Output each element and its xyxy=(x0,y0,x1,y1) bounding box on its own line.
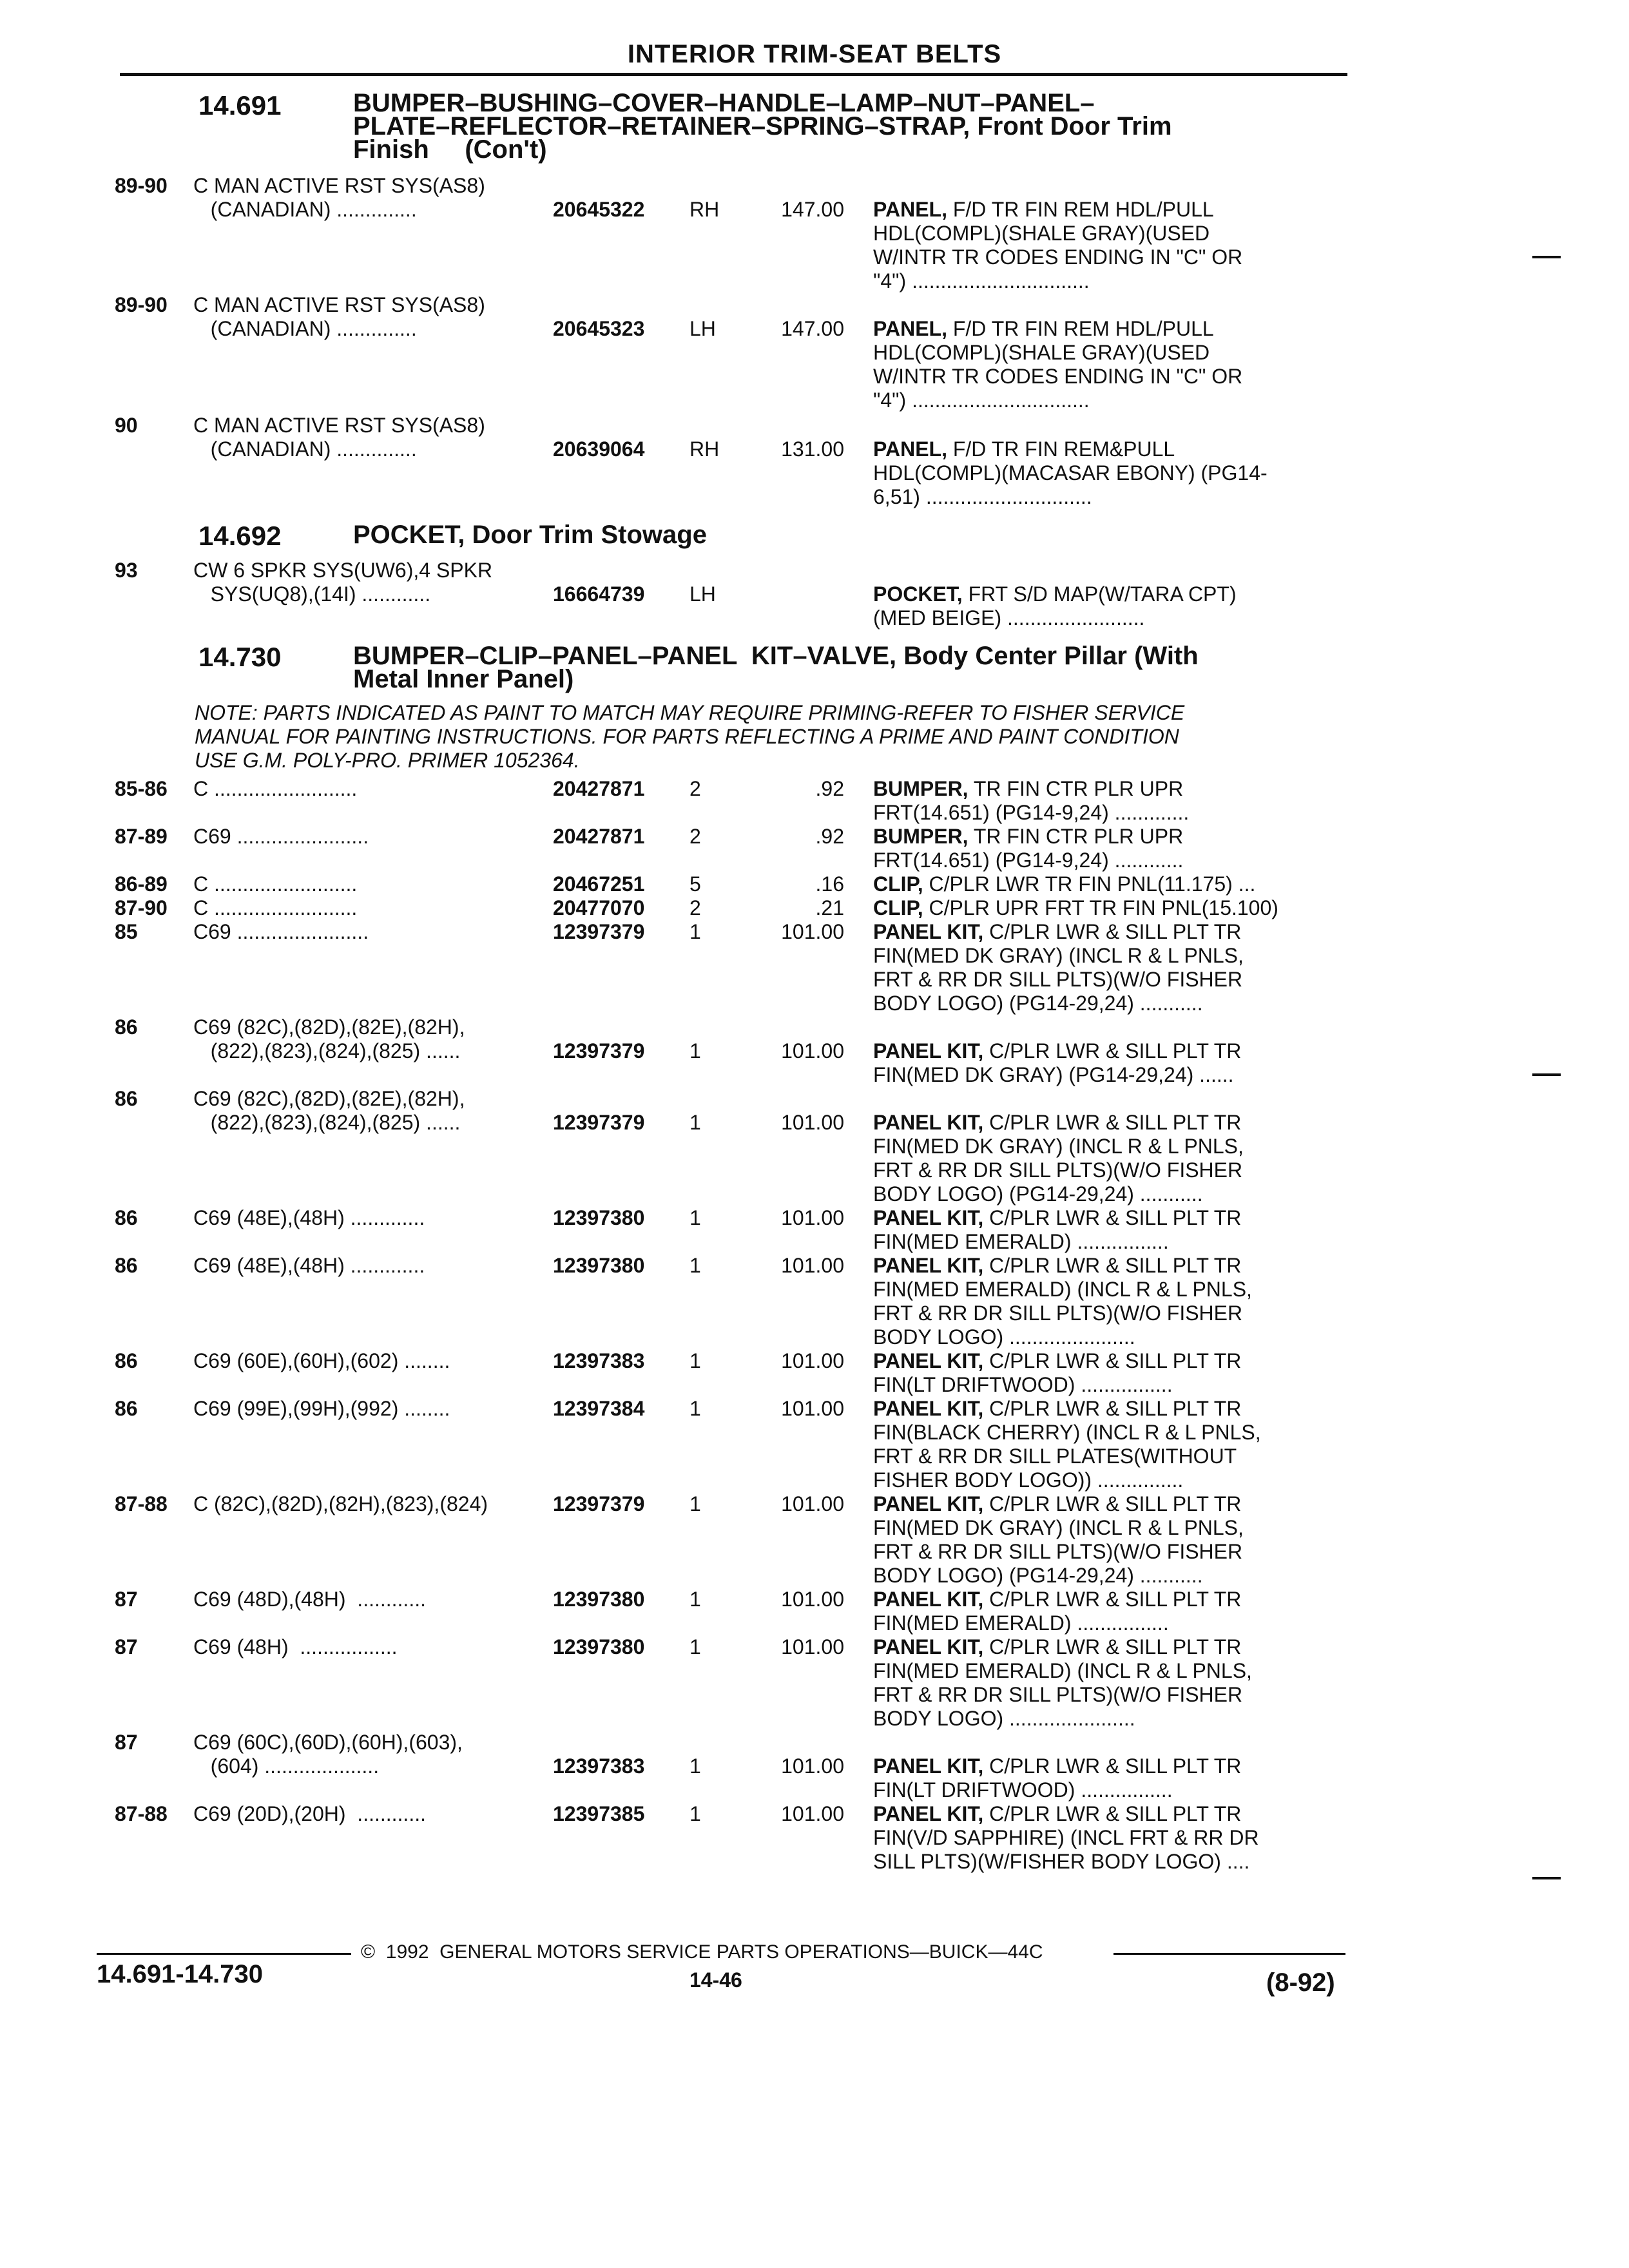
entry-part-number: 16664739 xyxy=(553,582,645,606)
entry-part-number: 20639064 xyxy=(553,437,645,461)
revision-mark xyxy=(1532,1073,1561,1076)
section-title-line: POCKET, Door Trim Stowage xyxy=(353,521,707,549)
entry-qty: 1 xyxy=(689,1635,701,1658)
entry-price: 101.00 xyxy=(781,1492,844,1515)
entry-desc-rest: F/D TR FIN REM HDL/PULL HDL(COMPL)(SHALE GRAY)(USED W/INTR TR CODES ENDING IN "C" OR "4") ............................... xyxy=(873,317,1243,412)
entry-qty: LH xyxy=(689,582,716,606)
entry-model: C MAN ACTIVE RST SYS(AS8) (CANADIAN) .............. xyxy=(193,414,485,461)
entry-description xyxy=(873,317,1242,412)
entry-qty: 1 xyxy=(689,1111,701,1134)
entry-part-number: 20467251 xyxy=(553,872,645,896)
entry-desc-rest: PANEL KIT, C/PLR LWR & SILL PLT TR FIN(MED DK GRAY) (PG14-29,24) ...... xyxy=(873,1039,1242,1086)
entry-qty: 1 xyxy=(689,1754,701,1778)
entry-description xyxy=(873,1015,1241,1087)
entry-price: 101.00 xyxy=(781,1802,844,1825)
section-title-line: PLATE–REFLECTOR–RETAINER–SPRING–STRAP, Front Door Trim xyxy=(353,112,1172,140)
entry-years: 85-86 xyxy=(115,777,168,800)
note-line: USE G.M. POLY-PRO. PRIMER 1052364. xyxy=(195,749,580,772)
entry-part-number: 12397380 xyxy=(553,1635,645,1658)
entry-model: C69 (48D),(48H) ............ xyxy=(193,1588,426,1611)
entry-qty: 1 xyxy=(689,1492,701,1515)
entry-price: 101.00 xyxy=(781,1397,844,1420)
entry-model: C69 ....................... xyxy=(193,920,369,943)
footer-rule-left xyxy=(97,1953,351,1955)
entry-desc-rest: C/PLR LWR & SILL PLT TR FIN(V/D SAPPHIRE) (INCL FRT & RR DR SILL PLTS)(W/FISHER BODY LOGO) .... xyxy=(873,1802,1259,1873)
entry-desc-name: PANEL, xyxy=(873,437,947,461)
entry-price: 101.00 xyxy=(781,1349,844,1372)
entry-price: 101.00 xyxy=(781,1635,844,1658)
entry-description xyxy=(873,1635,1252,1731)
entry-desc-rest: C/PLR LWR & SILL PLT TR FIN(MED EMERALD) (INCL R & L PNLS, FRT & RR DR SILL PLTS)(W/O FISHER BODY LOGO) ...................... xyxy=(873,1635,1252,1730)
entry-description xyxy=(873,1087,1244,1206)
section-title-14-691 xyxy=(353,89,1172,164)
entry-desc-rest: TR FIN CTR PLR UPR FRT(14.651) (PG14-9,24) ............ xyxy=(873,825,1184,872)
page-header-title: INTERIOR TRIM-SEAT BELTS xyxy=(627,40,1002,68)
revision-mark xyxy=(1532,1877,1561,1879)
entry-model: CW 6 SPKR SYS(UW6),4 SPKR SYS(UQ8),(14I) ............ xyxy=(193,559,493,606)
entry-description xyxy=(873,437,1268,509)
entry-desc-rest: C/PLR LWR & SILL PLT TR FIN(MED DK GRAY) (INCL R & L PNLS, FRT & RR DR SILL PLTS)(W/O FISHER BODY LOGO) (PG14-29,24) ........... xyxy=(873,920,1244,1015)
entry-qty: 1 xyxy=(689,1039,701,1062)
entry-price: 101.00 xyxy=(781,1588,844,1611)
section-title-line: BUMPER–BUSHING–COVER–HANDLE–LAMP–NUT–PANEL– xyxy=(353,89,1095,117)
entry-years: 87 xyxy=(115,1588,138,1611)
entry-part-number: 12397379 xyxy=(553,1039,645,1062)
entry-part-number: 12397383 xyxy=(553,1754,645,1778)
entry-years: 87 xyxy=(115,1731,138,1754)
entry-desc-rest: PANEL KIT, C/PLR LWR & SILL PLT TR FIN(MED DK GRAY) (INCL R & L PNLS, FRT & RR DR SILL PLTS)(W/O FISHER BODY LOGO) (PG14-29,24) ........... xyxy=(873,1111,1244,1206)
entry-desc-name: PANEL KIT, xyxy=(873,1349,984,1372)
entry-model: C ......................... xyxy=(193,777,358,800)
entry-model: C69 (60C),(60D),(60H),(603), (604) .................... xyxy=(193,1731,463,1778)
entry-years: 87-88 xyxy=(115,1802,168,1825)
entry-price: .16 xyxy=(815,872,844,896)
entry-description xyxy=(873,582,1237,630)
entry-desc-name: CLIP, xyxy=(873,872,923,896)
entry-desc-rest: C/PLR LWR & SILL PLT TR FIN(LT DRIFTWOOD) ................ xyxy=(873,1349,1242,1396)
entry-part-number: 12397380 xyxy=(553,1254,645,1277)
entry-part-number: 12397385 xyxy=(553,1802,645,1825)
entry-model: C69 (82C),(82D),(82E),(82H), (822),(823),(824),(825) ...... xyxy=(193,1087,465,1134)
entry-desc-name: PANEL KIT, xyxy=(873,1397,984,1420)
entry-desc-rest: TR FIN CTR PLR UPR FRT(14.651) (PG14-9,24) ............. xyxy=(873,777,1190,824)
entry-desc-name: BUMPER, xyxy=(873,825,969,848)
entry-years: 86 xyxy=(115,1349,138,1372)
entry-description xyxy=(873,825,1183,872)
entry-description xyxy=(873,1397,1261,1492)
entry-desc-name: POCKET, xyxy=(873,582,963,606)
entry-desc-rest: C/PLR UPR FRT TR FIN PNL(15.100) xyxy=(923,896,1278,919)
entry-price: .92 xyxy=(815,825,844,848)
entry-years: 90 xyxy=(115,414,138,437)
entry-qty: 1 xyxy=(689,1802,701,1825)
section-title-line: Finish (Con't) xyxy=(353,135,547,164)
entry-qty: 1 xyxy=(689,1206,701,1229)
entry-desc-rest: C/PLR LWR & SILL PLT TR FIN(MED EMERALD) ................ xyxy=(873,1206,1242,1253)
entry-part-number: 12397379 xyxy=(553,920,645,943)
entry-part-number: 20645323 xyxy=(553,317,645,340)
entry-qty: RH xyxy=(689,198,720,221)
entry-description xyxy=(873,777,1189,825)
entry-years: 86 xyxy=(115,1254,138,1277)
entry-desc-name: BUMPER, xyxy=(873,777,969,800)
section-title-line: Metal Inner Panel) xyxy=(353,665,574,693)
entry-years: 87-88 xyxy=(115,1492,168,1515)
entry-model: C ......................... xyxy=(193,896,358,919)
entry-description xyxy=(873,920,1244,1015)
entry-years: 89-90 xyxy=(115,174,168,197)
revision-mark xyxy=(1532,256,1561,258)
entry-years: 86 xyxy=(115,1015,138,1039)
entry-description xyxy=(873,1206,1241,1254)
entry-price: 101.00 xyxy=(781,920,844,943)
entry-years: 93 xyxy=(115,559,138,582)
entry-desc-rest: C/PLR LWR & SILL PLT TR FIN(BLACK CHERRY) (INCL R & L PNLS, FRT & RR DR SILL PLATES(WITHOUT FISHER BODY LOGO)) ............... xyxy=(873,1397,1261,1492)
entry-desc-rest: PANEL KIT, C/PLR LWR & SILL PLT TR FIN(LT DRIFTWOOD) ................ xyxy=(873,1754,1242,1802)
entry-years: 87-90 xyxy=(115,896,168,919)
entry-years: 87-89 xyxy=(115,825,168,848)
footer-date-code: (8-92) xyxy=(1266,1968,1335,1997)
footer-rule-right xyxy=(1113,1953,1345,1955)
section-title-line: BUMPER–CLIP–PANEL–PANEL KIT–VALVE, Body Center Pillar (With xyxy=(353,642,1199,670)
entry-price: 101.00 xyxy=(781,1039,844,1062)
footer-section-range: 14.691-14.730 xyxy=(97,1960,264,1988)
entry-desc-name: PANEL KIT, xyxy=(873,1254,984,1277)
entry-part-number: 20477070 xyxy=(553,896,645,919)
entry-price: .92 xyxy=(815,777,844,800)
entry-qty: RH xyxy=(689,437,720,461)
section-number-14-730: 14.730 xyxy=(198,642,282,672)
entry-desc-name: PANEL KIT, xyxy=(873,1802,984,1825)
section-number-14-692: 14.692 xyxy=(198,521,282,551)
entry-model: C69 (60E),(60H),(602) ........ xyxy=(193,1349,450,1372)
section-number-14-691: 14.691 xyxy=(198,90,282,120)
note-line: NOTE: PARTS INDICATED AS PAINT TO MATCH MAY REQUIRE PRIMING-REFER TO FISHER SERVICE xyxy=(195,701,1185,724)
paint-note xyxy=(195,701,1184,773)
entry-model: C69 (48E),(48H) ............. xyxy=(193,1254,425,1277)
entry-desc-name: PANEL KIT, xyxy=(873,1635,984,1658)
entry-model: C69 (48E),(48H) ............. xyxy=(193,1206,425,1229)
entry-desc-rest: C/PLR LWR & SILL PLT TR FIN(MED DK GRAY) (INCL R & L PNLS, FRT & RR DR SILL PLTS)(W/O FISHER BODY LOGO) (PG14-29,24) ........... xyxy=(873,1492,1244,1587)
entry-desc-rest: C/PLR LWR TR FIN PNL(11.175) ... xyxy=(923,872,1256,896)
entry-years: 86 xyxy=(115,1087,138,1110)
entry-model: C69 (82C),(82D),(82E),(82H), (822),(823),(824),(825) ...... xyxy=(193,1015,465,1062)
entry-qty: 2 xyxy=(689,777,701,800)
entry-model: C (82C),(82D),(82H),(823),(824) xyxy=(193,1492,488,1515)
note-line: MANUAL FOR PAINTING INSTRUCTIONS. FOR PARTS REFLECTING A PRIME AND PAINT CONDITION xyxy=(195,725,1179,748)
entry-model: C69 (99E),(99H),(992) ........ xyxy=(193,1397,450,1420)
entry-description xyxy=(873,1349,1241,1397)
entry-part-number: 12397384 xyxy=(553,1397,645,1420)
entry-qty: 1 xyxy=(689,1397,701,1420)
entry-part-number: 20427871 xyxy=(553,777,645,800)
entry-part-number: 12397380 xyxy=(553,1588,645,1611)
entry-desc-rest: F/D TR FIN REM&PULL HDL(COMPL)(MACASAR EBONY) (PG14- 6,51) ............................. xyxy=(873,437,1268,508)
entry-years: 85 xyxy=(115,920,138,943)
entry-qty: 1 xyxy=(689,920,701,943)
entry-price: 101.00 xyxy=(781,1111,844,1134)
entry-desc-name: PANEL KIT, xyxy=(873,920,984,943)
entry-price: .21 xyxy=(815,896,844,919)
entry-price: 147.00 xyxy=(781,198,844,221)
section-title-14-730 xyxy=(353,644,1199,691)
entry-description xyxy=(873,198,1242,293)
entry-years: 89-90 xyxy=(115,293,168,316)
entry-part-number: 12397379 xyxy=(553,1111,645,1134)
section-title-14-692 xyxy=(353,521,707,549)
entry-description xyxy=(873,1588,1241,1635)
entry-qty: 1 xyxy=(689,1254,701,1277)
entry-desc-rest: C/PLR LWR & SILL PLT TR FIN(MED EMERALD) (INCL R & L PNLS, FRT & RR DR SILL PLTS)(W/O FISHER BODY LOGO) ...................... xyxy=(873,1254,1252,1349)
entry-qty: 2 xyxy=(689,825,701,848)
entry-model: C69 ....................... xyxy=(193,825,369,848)
entry-qty: 2 xyxy=(689,896,701,919)
entry-years: 86 xyxy=(115,1397,138,1420)
entry-price: 101.00 xyxy=(781,1206,844,1229)
entry-price: 131.00 xyxy=(781,437,844,461)
entry-qty: 1 xyxy=(689,1588,701,1611)
header-rule xyxy=(120,73,1347,76)
entry-description xyxy=(873,896,1278,920)
entry-desc-name: PANEL, xyxy=(873,198,947,221)
entry-desc-name: CLIP, xyxy=(873,896,923,919)
entry-description xyxy=(873,1492,1244,1588)
entry-part-number: 12397380 xyxy=(553,1206,645,1229)
entry-desc-name: PANEL KIT, xyxy=(873,1492,984,1515)
entry-description xyxy=(873,1802,1259,1874)
entry-model: C MAN ACTIVE RST SYS(AS8) (CANADIAN) .............. xyxy=(193,174,485,221)
entry-description xyxy=(873,1731,1241,1802)
entry-desc-rest: FRT S/D MAP(W/TARA CPT) (MED BEIGE) ........................ xyxy=(873,582,1237,629)
entry-part-number: 12397379 xyxy=(553,1492,645,1515)
entry-part-number: 12397383 xyxy=(553,1349,645,1372)
entry-model: C69 (48H) ................. xyxy=(193,1635,398,1658)
footer-copyright: © 1992 GENERAL MOTORS SERVICE PARTS OPERATIONS—BUICK—44C xyxy=(361,1941,1043,1963)
entry-years: 87 xyxy=(115,1635,138,1658)
entry-desc-rest: F/D TR FIN REM HDL/PULL HDL(COMPL)(SHALE GRAY)(USED W/INTR TR CODES ENDING IN "C" OR "4") ............................... xyxy=(873,198,1243,293)
entry-price: 101.00 xyxy=(781,1754,844,1778)
entry-qty: 5 xyxy=(689,872,701,896)
entry-part-number: 20645322 xyxy=(553,198,645,221)
entry-desc-name: PANEL, xyxy=(873,317,947,340)
entry-qty: 1 xyxy=(689,1349,701,1372)
entry-years: 86 xyxy=(115,1206,138,1229)
entry-part-number: 20427871 xyxy=(553,825,645,848)
entry-price: 101.00 xyxy=(781,1254,844,1277)
entry-desc-name: PANEL KIT, xyxy=(873,1588,984,1611)
entry-desc-rest: C/PLR LWR & SILL PLT TR FIN(MED EMERALD) ................ xyxy=(873,1588,1242,1635)
entry-qty: LH xyxy=(689,317,716,340)
entry-description xyxy=(873,872,1255,896)
entry-years: 86-89 xyxy=(115,872,168,896)
footer-page-number: 14-46 xyxy=(689,1968,742,1992)
entry-price: 147.00 xyxy=(781,317,844,340)
entry-desc-name: PANEL KIT, xyxy=(873,1206,984,1229)
entry-description xyxy=(873,1254,1252,1349)
entry-model: C MAN ACTIVE RST SYS(AS8) (CANADIAN) .............. xyxy=(193,293,485,340)
entry-model: C69 (20D),(20H) ............ xyxy=(193,1802,426,1825)
entry-model: C ......................... xyxy=(193,872,358,896)
